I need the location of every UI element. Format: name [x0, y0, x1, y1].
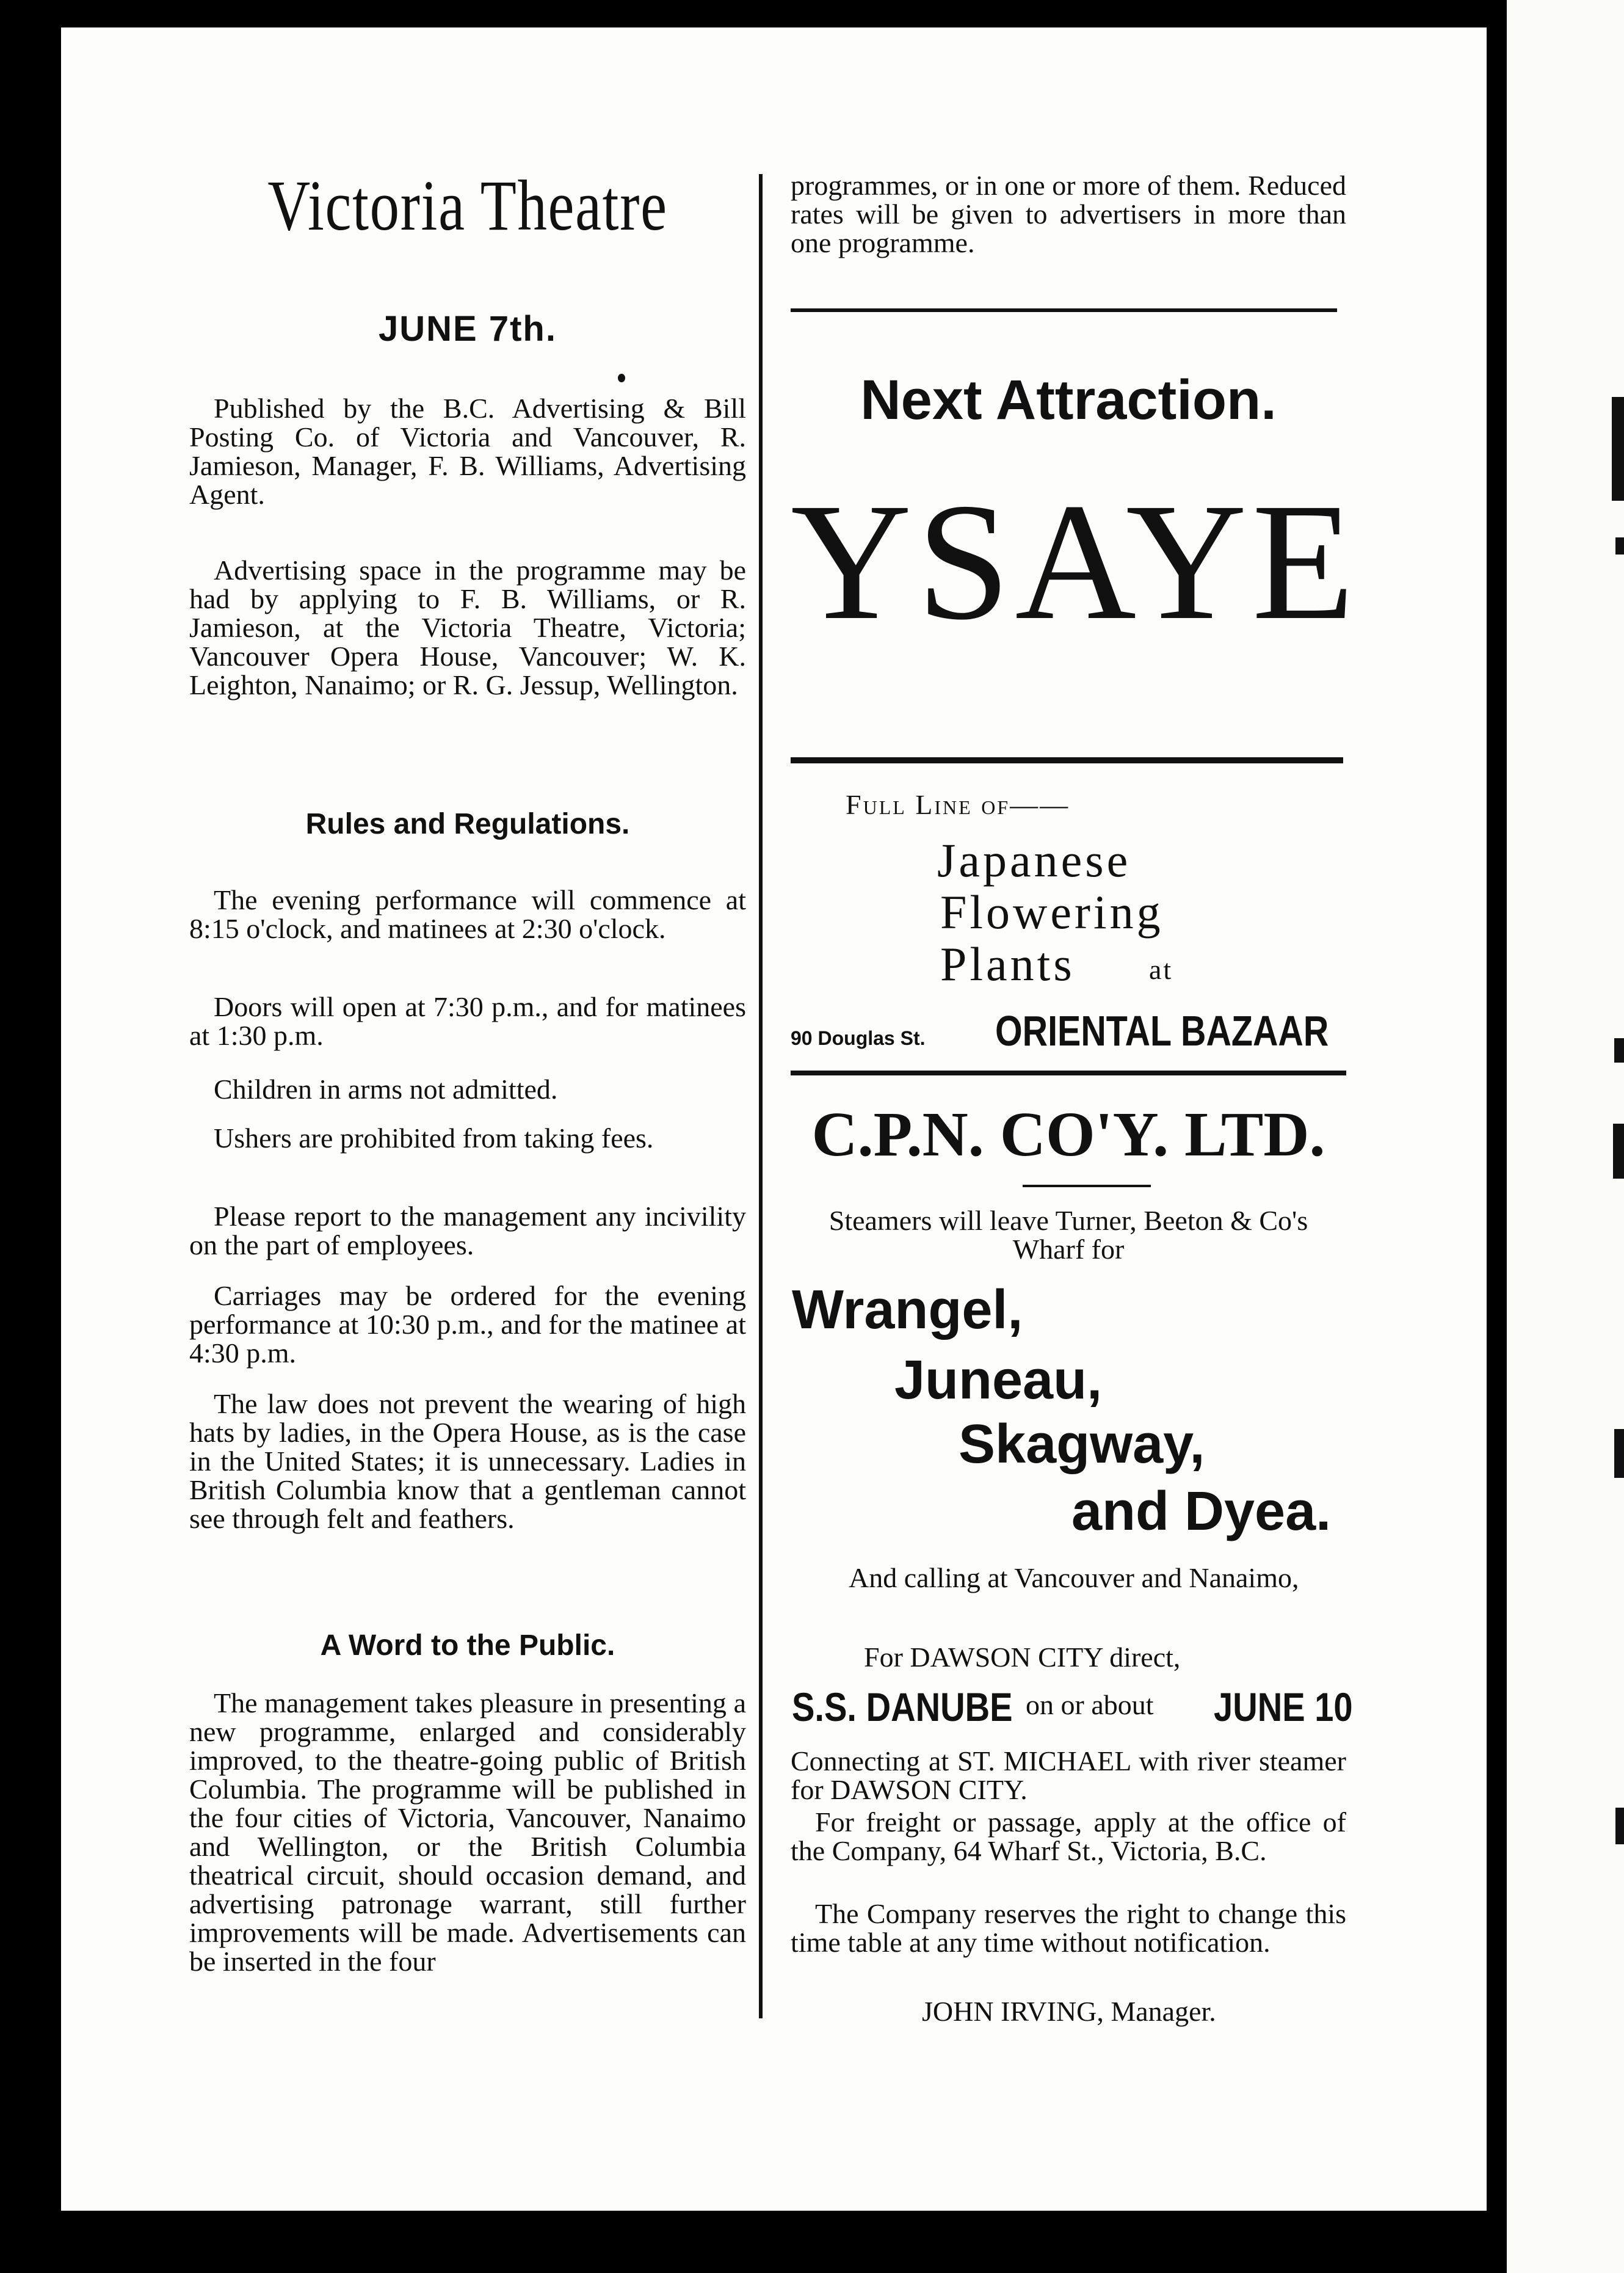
freight-notice: For freight or passage, apply at the office of the Company, 64 Wharf St., Victoria, B.C.	[791, 1806, 1346, 1866]
plants-text: Plants	[940, 937, 1075, 991]
rule-item: Children in arms not admitted.	[214, 1074, 558, 1105]
on-or-about: on or about	[1026, 1689, 1154, 1720]
ship-name: S.S. DANUBE	[792, 1684, 1013, 1729]
full-line-label: Full Line of——	[846, 789, 1070, 820]
bazaar-address: 90 Douglas St.	[791, 1027, 926, 1049]
rule-item: Please report to the management any incivility on the part of employees.	[189, 1201, 746, 1260]
column-divider	[759, 174, 763, 2018]
dawson-direct: For DAWSON CITY direct,	[864, 1642, 1181, 1673]
steamers-notice: Steamers will leave Turner, Beeton & Co's Wharf for	[828, 1205, 1308, 1265]
publisher-notice: Published by the B.C. Advertising & Bill Posting Co. of Victoria and Vancouver, R. Jamieson, Manager, F. B. Williams, Advertising Agent.	[189, 393, 746, 510]
divider	[791, 1071, 1346, 1075]
adjacent-page-edge	[1507, 0, 1624, 2273]
japanese-text: Japanese	[937, 834, 1131, 887]
rule-item: Doors will open at 7:30 p.m., and for matinees at 1:30 p.m.	[189, 991, 746, 1051]
oriental-bazaar-title: ORIENTAL BAZAAR	[995, 1007, 1329, 1055]
flowering-text: Flowering	[940, 886, 1164, 939]
divider	[791, 308, 1337, 312]
divider	[791, 757, 1343, 763]
manager-signature: JOHN IRVING, Manager.	[922, 1996, 1216, 2027]
advertising-notice: Advertising space in the programme may be had by applying to F. B. Williams, or R. Jamieson, at the Victoria Theatre, Victoria; Vancouver Opera House, Vancouver; W. K. Leighton, Nanaimo; or R. G. Jessup, Wellington.	[189, 555, 746, 700]
ysaye-headline: YSAYE	[791, 469, 1360, 655]
theatre-title: Victoria Theatre	[267, 165, 668, 245]
rules-heading: Rules and Regulations.	[305, 808, 630, 840]
decorative-dot	[618, 374, 625, 382]
calling-notice: And calling at Vancouver and Nanaimo,	[849, 1562, 1299, 1593]
cpn-company-title: C.P.N. CO'Y. LTD.	[811, 1099, 1325, 1169]
ad-continuation: programmes, or in one or more of them. Reduced rates will be given to advertisers in more than one programme.	[791, 170, 1346, 258]
rule-item: The law does not prevent the wearing of high hats by ladies, in the Opera House, as is the case in the United States; it is unnecessary. Ladies in British Columbia know that a gentleman cannot see through felt and feathers.	[189, 1388, 746, 1534]
port-dyea: and Dyea.	[1071, 1481, 1332, 1542]
at-text: at	[1149, 954, 1173, 985]
title-underline	[1023, 1185, 1151, 1187]
port-juneau: Juneau,	[894, 1350, 1103, 1411]
public-heading: A Word to the Public.	[320, 1629, 615, 1662]
rule-item: Ushers are prohibited from taking fees.	[214, 1122, 654, 1154]
performance-date: JUNE 7th.	[379, 309, 557, 349]
port-skagway: Skagway,	[959, 1414, 1205, 1475]
public-notice: The management takes pleasure in presenting a new programme, enlarged and considerably improved, to the theatre-going public of British Columbia. The programme will be published in the four cities of Victoria, Vancouver, Nanaimo and Wellington, or the British Columbia theatrical circuit, should occasion demand, and advertising patronage warrant, still further improvements will be made. Advertisements can be inserted in the four	[189, 1687, 746, 1977]
connecting-notice: Connecting at ST. MICHAEL with river steamer for DAWSON CITY.	[791, 1745, 1346, 1805]
departure-date: JUNE 10	[1214, 1684, 1353, 1729]
reserves-notice: The Company reserves the right to change this time table at any time without notification.	[791, 1898, 1346, 1958]
rule-item: Carriages may be ordered for the evening performance at 10:30 p.m., and for the matinee at 4:30 p.m.	[189, 1280, 746, 1369]
rule-item: The evening performance will commence at 8:15 o'clock, and matinees at 2:30 o'clock.	[189, 884, 746, 944]
next-attraction-heading: Next Attraction.	[860, 369, 1277, 431]
port-wrangel: Wrangel,	[792, 1279, 1023, 1340]
